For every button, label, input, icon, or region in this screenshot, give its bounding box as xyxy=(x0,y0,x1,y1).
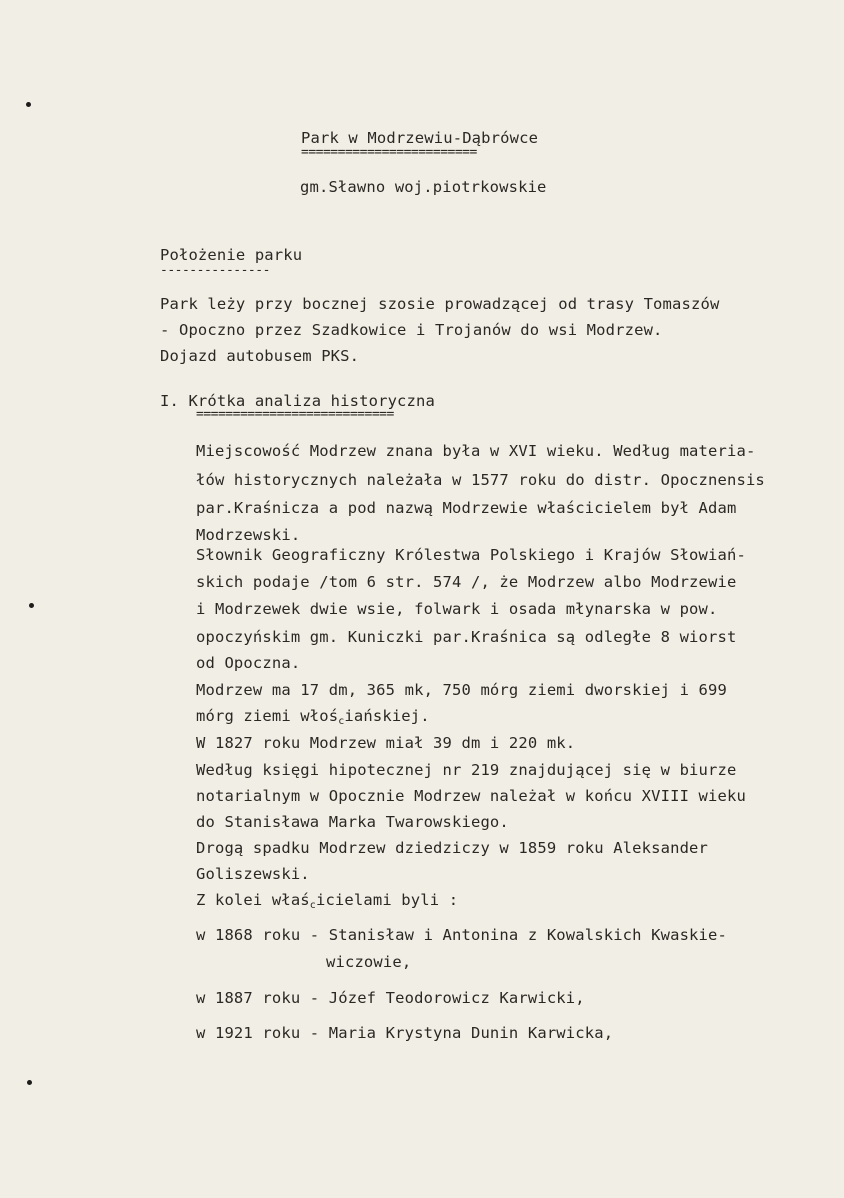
subscript-letter: c xyxy=(338,716,345,727)
history-text-line: notarialnym w Opocznie Modrzew należał w końcu XVIII wieku xyxy=(196,787,746,805)
owner-list-item: w 1868 roku - Stanisław i Antonina z Kowalskich Kwaskie- xyxy=(196,926,727,944)
location-text-line: Dojazd autobusem PKS. xyxy=(160,347,360,365)
history-text-line: Miejscowość Modrzew znana była w XVI wieku. Według materia- xyxy=(196,442,756,460)
location-text-line: Park leży przy bocznej szosie prowadzącej od trasy Tomaszów xyxy=(160,295,720,313)
history-text-line: łów historycznych należała w 1577 roku do distr. Opocznensis xyxy=(196,471,765,489)
history-text-line: Drogą spadku Modrzew dziedziczy w 1859 roku Aleksander xyxy=(196,839,709,857)
margin-mark xyxy=(26,102,31,107)
document-subtitle: gm.Sławno woj.piotrkowskie xyxy=(300,178,547,196)
history-heading: I. Krótka analiza historyczna xyxy=(160,392,435,410)
location-heading-underline: --------------- xyxy=(160,263,270,278)
location-heading: Położenie parku xyxy=(160,246,303,264)
document-title: Park w Modrzewiu-Dąbrówce xyxy=(301,129,539,147)
text-fragment: iańskiej. xyxy=(344,707,430,725)
history-text-line: Według księgi hipotecznej nr 219 znajdującej się w biurze xyxy=(196,761,737,779)
history-heading-underline: =========================== xyxy=(196,407,394,422)
owner-list-item: w 1887 roku - Józef Teodorowicz Karwicki, xyxy=(196,989,585,1007)
subscript-letter: c xyxy=(309,900,316,911)
history-text-line: od Opoczna. xyxy=(196,654,301,672)
history-text-line: Modrzewski. xyxy=(196,526,301,544)
title-underline: ======================== xyxy=(301,145,477,160)
history-text-line: Goliszewski. xyxy=(196,865,310,883)
history-text-line: W 1827 roku Modrzew miał 39 dm i 220 mk. xyxy=(196,734,576,752)
history-text-line xyxy=(196,890,458,916)
text-fragment: icielami byli : xyxy=(315,891,459,909)
owner-list-item: w 1921 roku - Maria Krystyna Dunin Karwicka, xyxy=(196,1024,614,1042)
history-text-line: Modrzew ma 17 dm, 365 mk, 750 mórg ziemi dworskiej i 699 xyxy=(196,681,727,699)
history-text-line: skich podaje /tom 6 str. 574 /, że Modrzew albo Modrzewie xyxy=(196,573,737,591)
margin-mark xyxy=(29,603,34,608)
history-text-line: do Stanisława Marka Twarowskiego. xyxy=(196,813,509,831)
owner-list-item-continuation: wiczowie, xyxy=(326,953,412,971)
history-text-line xyxy=(196,706,430,732)
history-text-line: Słownik Geograficzny Królestwa Polskiego i Krajów Słowiań- xyxy=(196,546,746,564)
text-fragment: Z kolei właś xyxy=(196,891,310,909)
location-text-line: - Opoczno przez Szadkowice i Trojanów do wsi Modrzew. xyxy=(160,321,663,339)
history-text-line: par.Kraśnicza a pod nazwą Modrzewie właścicielem był Adam xyxy=(196,499,737,517)
history-text-line: opoczyńskim gm. Kuniczki par.Kraśnica są odległe 8 wiorst xyxy=(196,628,737,646)
text-fragment: mórg ziemi włoś xyxy=(196,707,339,725)
margin-mark xyxy=(27,1080,32,1085)
history-text-line: i Modrzewek dwie wsie, folwark i osada młynarska w pow. xyxy=(196,600,718,618)
